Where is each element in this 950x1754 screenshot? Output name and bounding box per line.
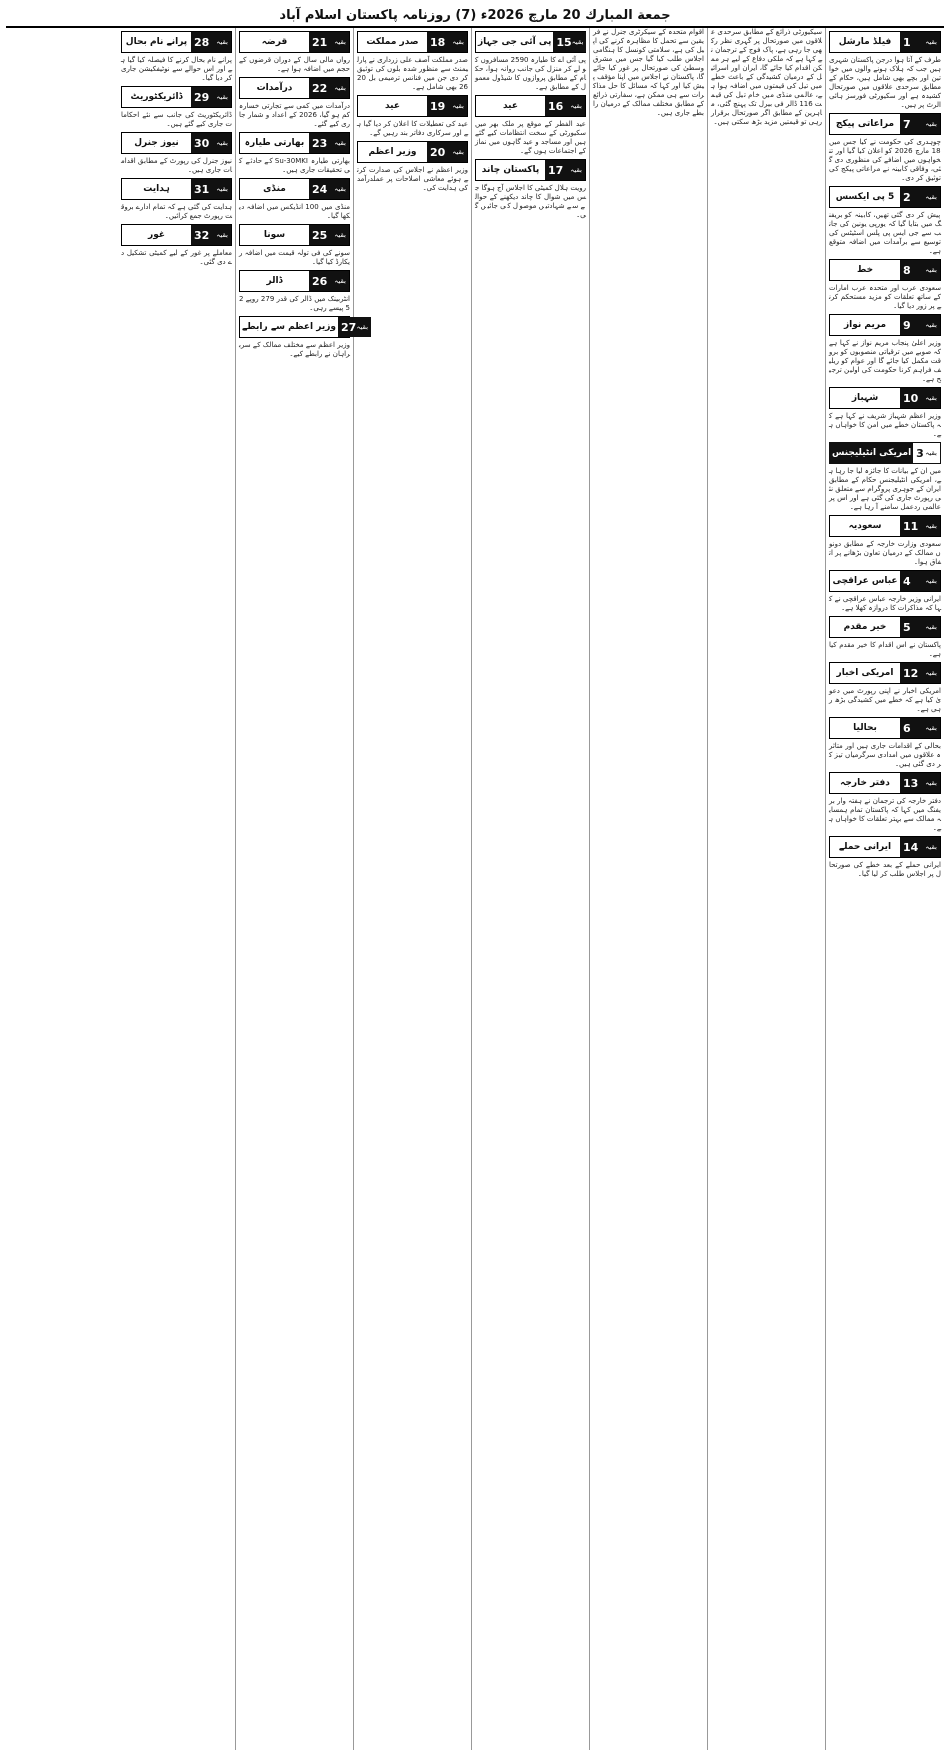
column-3 (590, 28, 708, 1750)
article-text: عید کی تعطیلات کا اعلان کر دیا گیا ہے اور سرکاری دفاتر بند رہیں گے۔ (357, 120, 468, 137)
continuation-box (475, 159, 586, 181)
box-number: 31 (194, 182, 210, 196)
continuation-box (829, 717, 941, 739)
column-1 (826, 28, 944, 1750)
article-text: وزیر اعلیٰ پنجاب مریم نواز نے کہا ہے کہ صوبے میں ترقیاتی منصوبوں کو بروقت مکمل کیا جائے گا اور عوام کو ریلیف فراہم کرنا حکومت کی اولین ترجیح ہے۔ (829, 339, 941, 383)
article-text: میں ان کے بیانات کا جائزہ لیا جا رہا ہے، امریکی انٹیلیجنس حکام کے مطابق ایران کے جوہری پروگرام سے متعلق نئی رپورٹ جاری کی گئی ہے اور اس پر عالمی ردعمل سامنے آ رہا ہے۔ (829, 467, 941, 511)
box-label: بحالیا (853, 723, 877, 733)
continuation-box (829, 616, 941, 638)
article-text: عید الفطر کے موقع پر ملک بھر میں سکیورٹی کے سخت انتظامات کیے گئے ہیں اور مساجد و عید گاہوں میں نماز کے اجتماعات ہوں گے۔ (475, 120, 586, 155)
column-5 (354, 28, 472, 1750)
article-text: بحالی کے اقدامات جاری ہیں اور متاثرہ علاقوں میں امدادی سرگرمیاں تیز کر دی گئی ہیں۔ (829, 742, 941, 768)
box-label: ڈالر (266, 276, 283, 286)
article-text: نیوز جنرل کی رپورٹ کے مطابق اقدامات جاری ہیں۔ (121, 157, 232, 174)
box-label: عباس عراقچی (832, 576, 898, 586)
box-label: ڈائریکٹوریٹ (130, 92, 183, 102)
box-label: مراعاتی پیکج (835, 119, 895, 129)
box-word: بقیہ (356, 323, 369, 331)
column-4 (472, 28, 590, 1750)
article-text: پاکستان نے اس اقدام کا خیر مقدم کیا ہے۔ (829, 641, 941, 658)
box-number: 27 (341, 320, 357, 334)
continuation-box (829, 442, 941, 464)
box-word: بقیہ (570, 166, 582, 174)
box-number: 20 (430, 145, 446, 159)
continuation-box (357, 31, 468, 53)
box-label: امریکی اخبار (836, 668, 894, 678)
box-label: خیر مقدم (843, 622, 887, 632)
box-label: عید (502, 101, 519, 111)
box-number: 19 (430, 99, 446, 113)
columns (6, 28, 944, 1750)
article-text: ایرانی حملے کے بعد خطے کی صورتحال پر اجلاس طلب کر لیا گیا۔ (829, 861, 941, 878)
box-number: 25 (312, 228, 328, 242)
continuation-box (357, 141, 468, 163)
box-label: پرانے نام بحال (125, 37, 188, 47)
box-label: امریکی انٹیلیجنس (832, 448, 912, 458)
continuation-box (829, 836, 941, 858)
box-word: بقیہ (925, 266, 937, 274)
box-word: بقیہ (925, 724, 937, 732)
box-number: 30 (194, 136, 210, 150)
continuation-box (121, 132, 232, 154)
article-text: سیکیورٹی ذرائع کے مطابق سرحدی علاقوں میں صورتحال پر گہری نظر رکھی جا رہی ہے، پاک فوج کے ترجمان نے کہا ہے کہ ملکی دفاع کے لیے ہر ممکن اقدام کیا جائے گا، ایران اور اسرائیل کے درمیان کشیدگی کے باعث خطے میں تیل کی قیمتوں میں اضافہ ہوا ہے، عالمی منڈی میں خام تیل کی قیمت 116 ڈالر فی بیرل تک پہنچ گئی، ماہرین کے مطابق اگر صورتحال برقرار رہی تو قیمتیں مزید بڑھ سکتی ہیں۔ (711, 28, 822, 126)
continuation-box (829, 314, 941, 336)
box-number: 16 (548, 99, 564, 113)
article-text: ہدایت کی گئی ہے کہ تمام ادارے بروقت رپورٹ جمع کرائیں۔ (121, 203, 232, 220)
box-label: پاکستان چاند (481, 165, 540, 175)
box-word: بقیہ (334, 139, 346, 147)
box-number: 13 (903, 776, 919, 790)
box-number: 7 (903, 117, 911, 131)
box-word: بقیہ (925, 120, 937, 128)
box-number: 14 (903, 840, 919, 854)
article-text: بھارتی طیارہ Su-30MKI کے حادثے کی تحقیقات جاری ہیں۔ (239, 157, 350, 174)
box-label: منڈی (263, 184, 286, 194)
box-word: بقیہ (334, 277, 346, 285)
article-text: وزیر اعظم نے اجلاس کی صدارت کرتے ہوئے معاشی اصلاحات پر عملدرآمد کی ہدایت کی۔ (357, 166, 468, 192)
box-label: سعودیہ (848, 521, 882, 531)
article-text: طرف کے آتا ہوا درجن پاکستان شہری ہیں جب کہ ہلاک ہونے والوں میں خواتین اور بچے بھی شامل ہیں، حکام کے مطابق سرحدی علاقوں میں صورتحال کشیدہ ہے اور سکیورٹی فورسز ہائی الرٹ پر ہیں۔ (829, 56, 941, 109)
box-number: 2 (903, 190, 911, 204)
box-label: نیوز جنرل (134, 138, 179, 148)
box-word: بقیہ (216, 139, 228, 147)
masthead (6, 4, 944, 28)
continuation-box (239, 132, 350, 154)
box-number: 1 (903, 35, 911, 49)
box-number: 15 (556, 35, 572, 49)
article-text: رویت ہلال کمیٹی کا اجلاس آج ہوگا جس میں شوال کا چاند دیکھنے کے حوالے سے شہادتیں موصول کی جائیں گی۔ (475, 184, 586, 219)
article-text: چوہدری کی حکومت نے کیا جس میں 18 مارچ 2026 کو اعلان کیا گیا اور تنخواہوں میں اضافے کی منظوری دی گئی، وفاقی کابینہ نے مراعاتی پیکج کی توثیق کر دی۔ (829, 138, 941, 182)
box-number: 8 (903, 263, 911, 277)
box-label: 5 پی ایکسس (835, 192, 895, 202)
box-label: عید (384, 101, 401, 111)
box-label: غور (148, 230, 165, 240)
box-label: شہباز (851, 393, 879, 403)
box-label: سونا (263, 230, 286, 240)
box-number: 18 (430, 35, 446, 49)
column-6 (236, 28, 369, 1750)
article-text: سعودی عرب اور متحدہ عرب امارات کے ساتھ تعلقات کو مزید مستحکم کرنے پر زور دیا گیا۔ (829, 284, 941, 310)
article-text: اقوام متحدہ کے سیکرٹری جنرل نے فریقین سے تحمل کا مظاہرہ کرنے کی اپیل کی ہے، سلامتی کونسل کا ہنگامی اجلاس طلب کیا گیا جس میں مشرق وسطیٰ کی صورتحال پر غور کیا جائے گا، پاکستان نے اجلاس میں اپنا مؤقف پیش کیا اور کہا کہ مسائل کا حل مذاکرات سے ہی ممکن ہے، سفارتی ذرائع کے مطابق مختلف ممالک کے درمیان رابطے جاری ہیں۔ (593, 28, 704, 117)
article-text: منڈی میں 100 انڈیکس میں اضافہ دیکھا گیا۔ (239, 203, 351, 220)
box-label: بھارتی طیارہ (244, 138, 305, 148)
box-number: 12 (903, 666, 919, 680)
article-text: سعودی وزارت خارجہ کے مطابق دونوں ممالک کے درمیان تعاون بڑھانے پر اتفاق ہوا۔ (829, 540, 941, 566)
article-text: معاملے پر غور کے لیے کمیٹی تشکیل دے دی گئی۔ (121, 249, 232, 266)
box-word: بقیہ (334, 84, 346, 92)
box-word: بقیہ (452, 148, 464, 156)
article-text: سونے کی فی تولہ قیمت میں اضافہ ریکارڈ کیا گیا۔ (239, 249, 350, 266)
article-text: پی آئی اے کا طیارہ 2590 مسافروں کو لے کر منزل کی جانب روانہ ہوا، حکام کے مطابق پروازوں کا شیڈول معمول کے مطابق ہے۔ (475, 56, 587, 91)
column-2 (708, 28, 826, 1750)
box-word: بقیہ (925, 449, 937, 457)
continuation-box (829, 387, 941, 409)
box-number: 3 (916, 446, 924, 460)
box-word: بقیہ (216, 231, 228, 239)
box-number: 29 (194, 90, 210, 104)
box-word: بقیہ (571, 38, 584, 46)
box-label: فیلڈ مارشل (838, 37, 892, 47)
masthead-title: جمعة المبارك 20 مارچ 2026ء (7) روزنامہ پاکستان اسلام آباد (279, 7, 671, 23)
box-number: 26 (312, 274, 328, 288)
continuation-box (829, 772, 941, 794)
article-text: دفتر خارجہ کی ترجمان نے ہفتہ وار بریفنگ میں کہا کہ پاکستان تمام ہمسایہ ممالک سے بہتر تعلقات کا خواہاں ہے۔ (829, 797, 941, 832)
article-text: رواں مالی سال کے دوران قرضوں کے حجم میں اضافہ ہوا ہے۔ (239, 56, 350, 73)
box-number: 6 (903, 721, 911, 735)
box-word: بقیہ (925, 779, 937, 787)
box-word: بقیہ (216, 38, 228, 46)
box-number: 4 (903, 574, 911, 588)
box-label: صدر مملکت (366, 37, 419, 47)
continuation-box (121, 178, 232, 200)
box-word: بقیہ (452, 102, 464, 110)
continuation-box (829, 515, 941, 537)
continuation-box (475, 95, 586, 117)
box-word: بقیہ (334, 185, 346, 193)
continuation-box (121, 31, 232, 53)
box-label: ایرانی حملے (838, 842, 892, 852)
box-label: وزیر اعظم (368, 147, 417, 157)
continuation-box (121, 86, 232, 108)
continuation-box (121, 224, 232, 246)
box-word: بقیہ (334, 231, 346, 239)
continuation-box (829, 113, 941, 135)
article-text: صدر مملکت آصف علی زرداری نے پارلیمنٹ سے منظور شدہ بلوں کی توثیق کر دی جن میں فنانس ترمیمی بل 2026 بھی شامل ہے۔ (357, 56, 468, 91)
continuation-box (829, 186, 941, 208)
box-word: بقیہ (570, 102, 582, 110)
box-word: بقیہ (925, 623, 937, 631)
box-label: پی آئی جی جہاز (478, 37, 552, 47)
box-word: بقیہ (334, 38, 346, 46)
box-word: بقیہ (216, 185, 228, 193)
continuation-box (829, 570, 941, 592)
box-label: درآمدات (256, 83, 293, 93)
box-number: 10 (903, 391, 919, 405)
box-label: دفتر خارجہ (840, 778, 890, 788)
box-number: 5 (903, 620, 911, 634)
continuation-box (475, 31, 586, 53)
box-word: بقیہ (452, 38, 464, 46)
box-label: وزیر اعظم سے رابطے (242, 322, 337, 332)
box-number: 32 (194, 228, 210, 242)
continuation-box (239, 270, 350, 292)
box-number: 9 (903, 318, 911, 332)
article-text: وزیر اعظم سے مختلف ممالک کے سربراہان نے رابطے کیے۔ (239, 341, 350, 358)
continuation-box (239, 316, 369, 338)
column-7 (118, 28, 236, 1750)
box-word: بقیہ (925, 577, 937, 585)
article-text: امریکی اخبار نے اپنی رپورٹ میں دعویٰ کیا ہے کہ خطے میں کشیدگی بڑھ رہی ہے۔ (829, 687, 941, 713)
continuation-box (829, 259, 941, 281)
box-label: قرضہ (261, 37, 288, 47)
article-text: انٹربینک میں ڈالر کی قدر 279 روپے 25 پیسے رہی۔ (239, 295, 351, 312)
box-number: 23 (312, 136, 328, 150)
box-number: 17 (548, 163, 564, 177)
continuation-box (239, 31, 350, 53)
box-word: بقیہ (925, 193, 937, 201)
box-label: مریم نواز (843, 320, 887, 330)
continuation-box (829, 662, 941, 684)
article-text: درآمدات میں کمی سے تجارتی خسارہ کم ہو گیا، 2026 کے اعداد و شمار جاری کیے گئے۔ (239, 102, 350, 128)
box-word: بقیہ (925, 522, 937, 530)
article-text: پیش کر دی گئی تھیں، کابینہ کو بریفنگ میں بتایا گیا کہ یورپی یونین کی جانب سے جی ایس پی پلس اسٹیٹس کی توسیع سے برآمدات میں اضافہ متوقع ہے۔ (829, 211, 941, 255)
box-word: بقیہ (925, 394, 937, 402)
box-number: 22 (312, 81, 328, 95)
article-text: وزیر اعظم شہباز شریف نے کہا ہے کہ پاکستان خطے میں امن کا خواہاں ہے۔ (829, 412, 941, 438)
box-label: خط (856, 265, 874, 275)
box-word: بقیہ (925, 669, 937, 677)
box-label: ہدایت (143, 184, 170, 194)
box-word: بقیہ (216, 93, 228, 101)
box-number: 11 (903, 519, 919, 533)
continuation-box (829, 31, 941, 53)
continuation-box (239, 77, 350, 99)
box-word: بقیہ (925, 321, 937, 329)
article-text: پرانے نام بحال کرنے کا فیصلہ کیا گیا ہے اور اس حوالے سے نوٹیفکیشن جاری کر دیا گیا۔ (121, 56, 232, 82)
article-text: ایرانی وزیر خارجہ عباس عراقچی نے کہا کہ مذاکرات کا دروازہ کھلا ہے۔ (829, 595, 941, 612)
continuation-box (239, 224, 350, 246)
article-text: ڈائریکٹوریٹ کی جانب سے نئے احکامات جاری کیے گئے ہیں۔ (121, 111, 232, 128)
box-number: 28 (194, 35, 210, 49)
box-word: بقیہ (925, 843, 937, 851)
box-number: 24 (312, 182, 328, 196)
box-word: بقیہ (925, 38, 937, 46)
continuation-box (357, 95, 468, 117)
continuation-box (239, 178, 350, 200)
box-number: 21 (312, 35, 328, 49)
